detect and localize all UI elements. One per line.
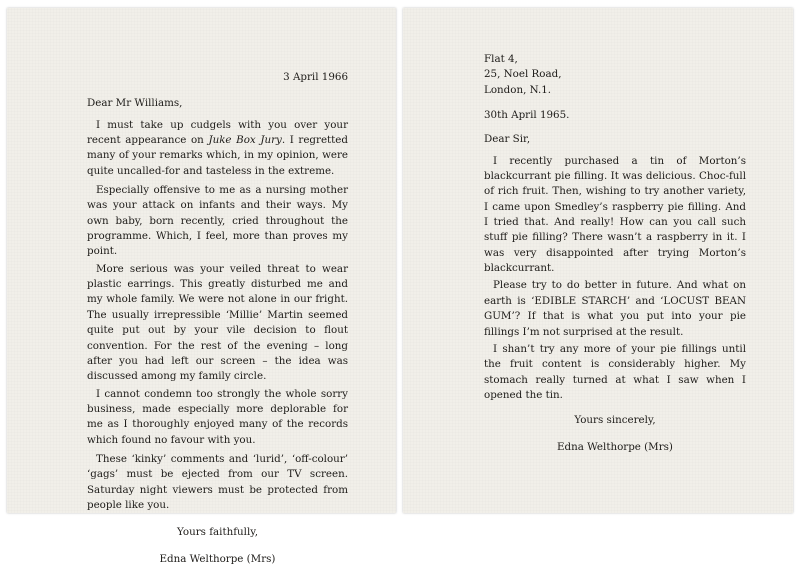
letter-body-left [87, 70, 348, 567]
paragraph-text: . I regretted many of your remarks which, in my opinion, were quite uncalled-for and tasteless in the extreme. [87, 134, 348, 177]
letter-body-right [484, 52, 746, 455]
letter-paragraph-3: I shan’t try any more of your pie fillings until the fruit content is considerably higher. My stomach really turned at what I saw when I opened the tin. [484, 342, 746, 401]
letter-paragraph-4: I cannot condemn too strongly the whole sorry business, made especially more deplorable for me as I thoroughly enjoyed many of the records which found no favour with you. [87, 387, 348, 446]
letter-page-left [7, 8, 396, 565]
letter-salutation: Dear Sir, [484, 133, 531, 146]
letter-salutation: Dear Mr Williams, [87, 97, 183, 110]
letter-paragraph-1 [87, 118, 348, 179]
letter-date: 3 April 1966 [283, 71, 348, 83]
paragraph-text: I must take up cudgels with you over your recent appearance on [87, 118, 348, 147]
sender-address: Flat 4, 25, Noel Road, London, N.1. [484, 53, 562, 96]
letter-date: 30th April 1965. [484, 109, 570, 122]
show-title: Juke Box Jury [208, 134, 282, 147]
letter-page-right [403, 8, 793, 513]
letter-paragraph-2: Especially offensive to me as a nursing mother was your attack on infants and their ways. My own baby, born recently, cried throughout the programme. Which, I feel, more than proves my point. [87, 184, 348, 258]
letter-paragraph-3: More serious was your veiled threat to wear plastic earrings. This greatly disturbed me and my whole family. We were not alone in our fright. The usually irrepressible ‘Millie’ Martin seemed quite put out by your vile decision to flout convention. For the rest of the evening – long after you had left our screen – the idea was discussed among my family circle. [87, 262, 348, 383]
letter-paragraph-2: Please try to do better in future. And what on earth is ‘EDIBLE STARCH’ and ‘LOCUST BEAN GUM’? If that is what you put into your pie fillings I’m not surprised at the result. [484, 279, 746, 338]
letter-paragraph-1: I recently purchased a tin of Morton’s blackcurrant pie filling. It was delicious. Choc-full of rich fruit. Then, wishing to try another variety, I came upon Smedley’s raspberry pie filling. And I tried that. And really! How can you call such stuff pie filling? There wasn’t a raspberry in it. I was very disappointed after trying Morton’s blackcurrant. [484, 154, 746, 275]
letter-paragraph-5: These ‘kinky’ comments and ‘lurid’, ‘off-colour’ ‘gags’ must be ejected from our TV screen. Saturday night viewers must be protected from people like you. [87, 452, 348, 511]
letter-signature: Edna Welthorpe (Mrs) [557, 440, 673, 453]
letter-closing: Yours faithfully, [177, 526, 258, 539]
letter-closing: Yours sincerely, [574, 414, 656, 427]
letter-signature: Edna Welthorpe (Mrs) [159, 552, 276, 565]
